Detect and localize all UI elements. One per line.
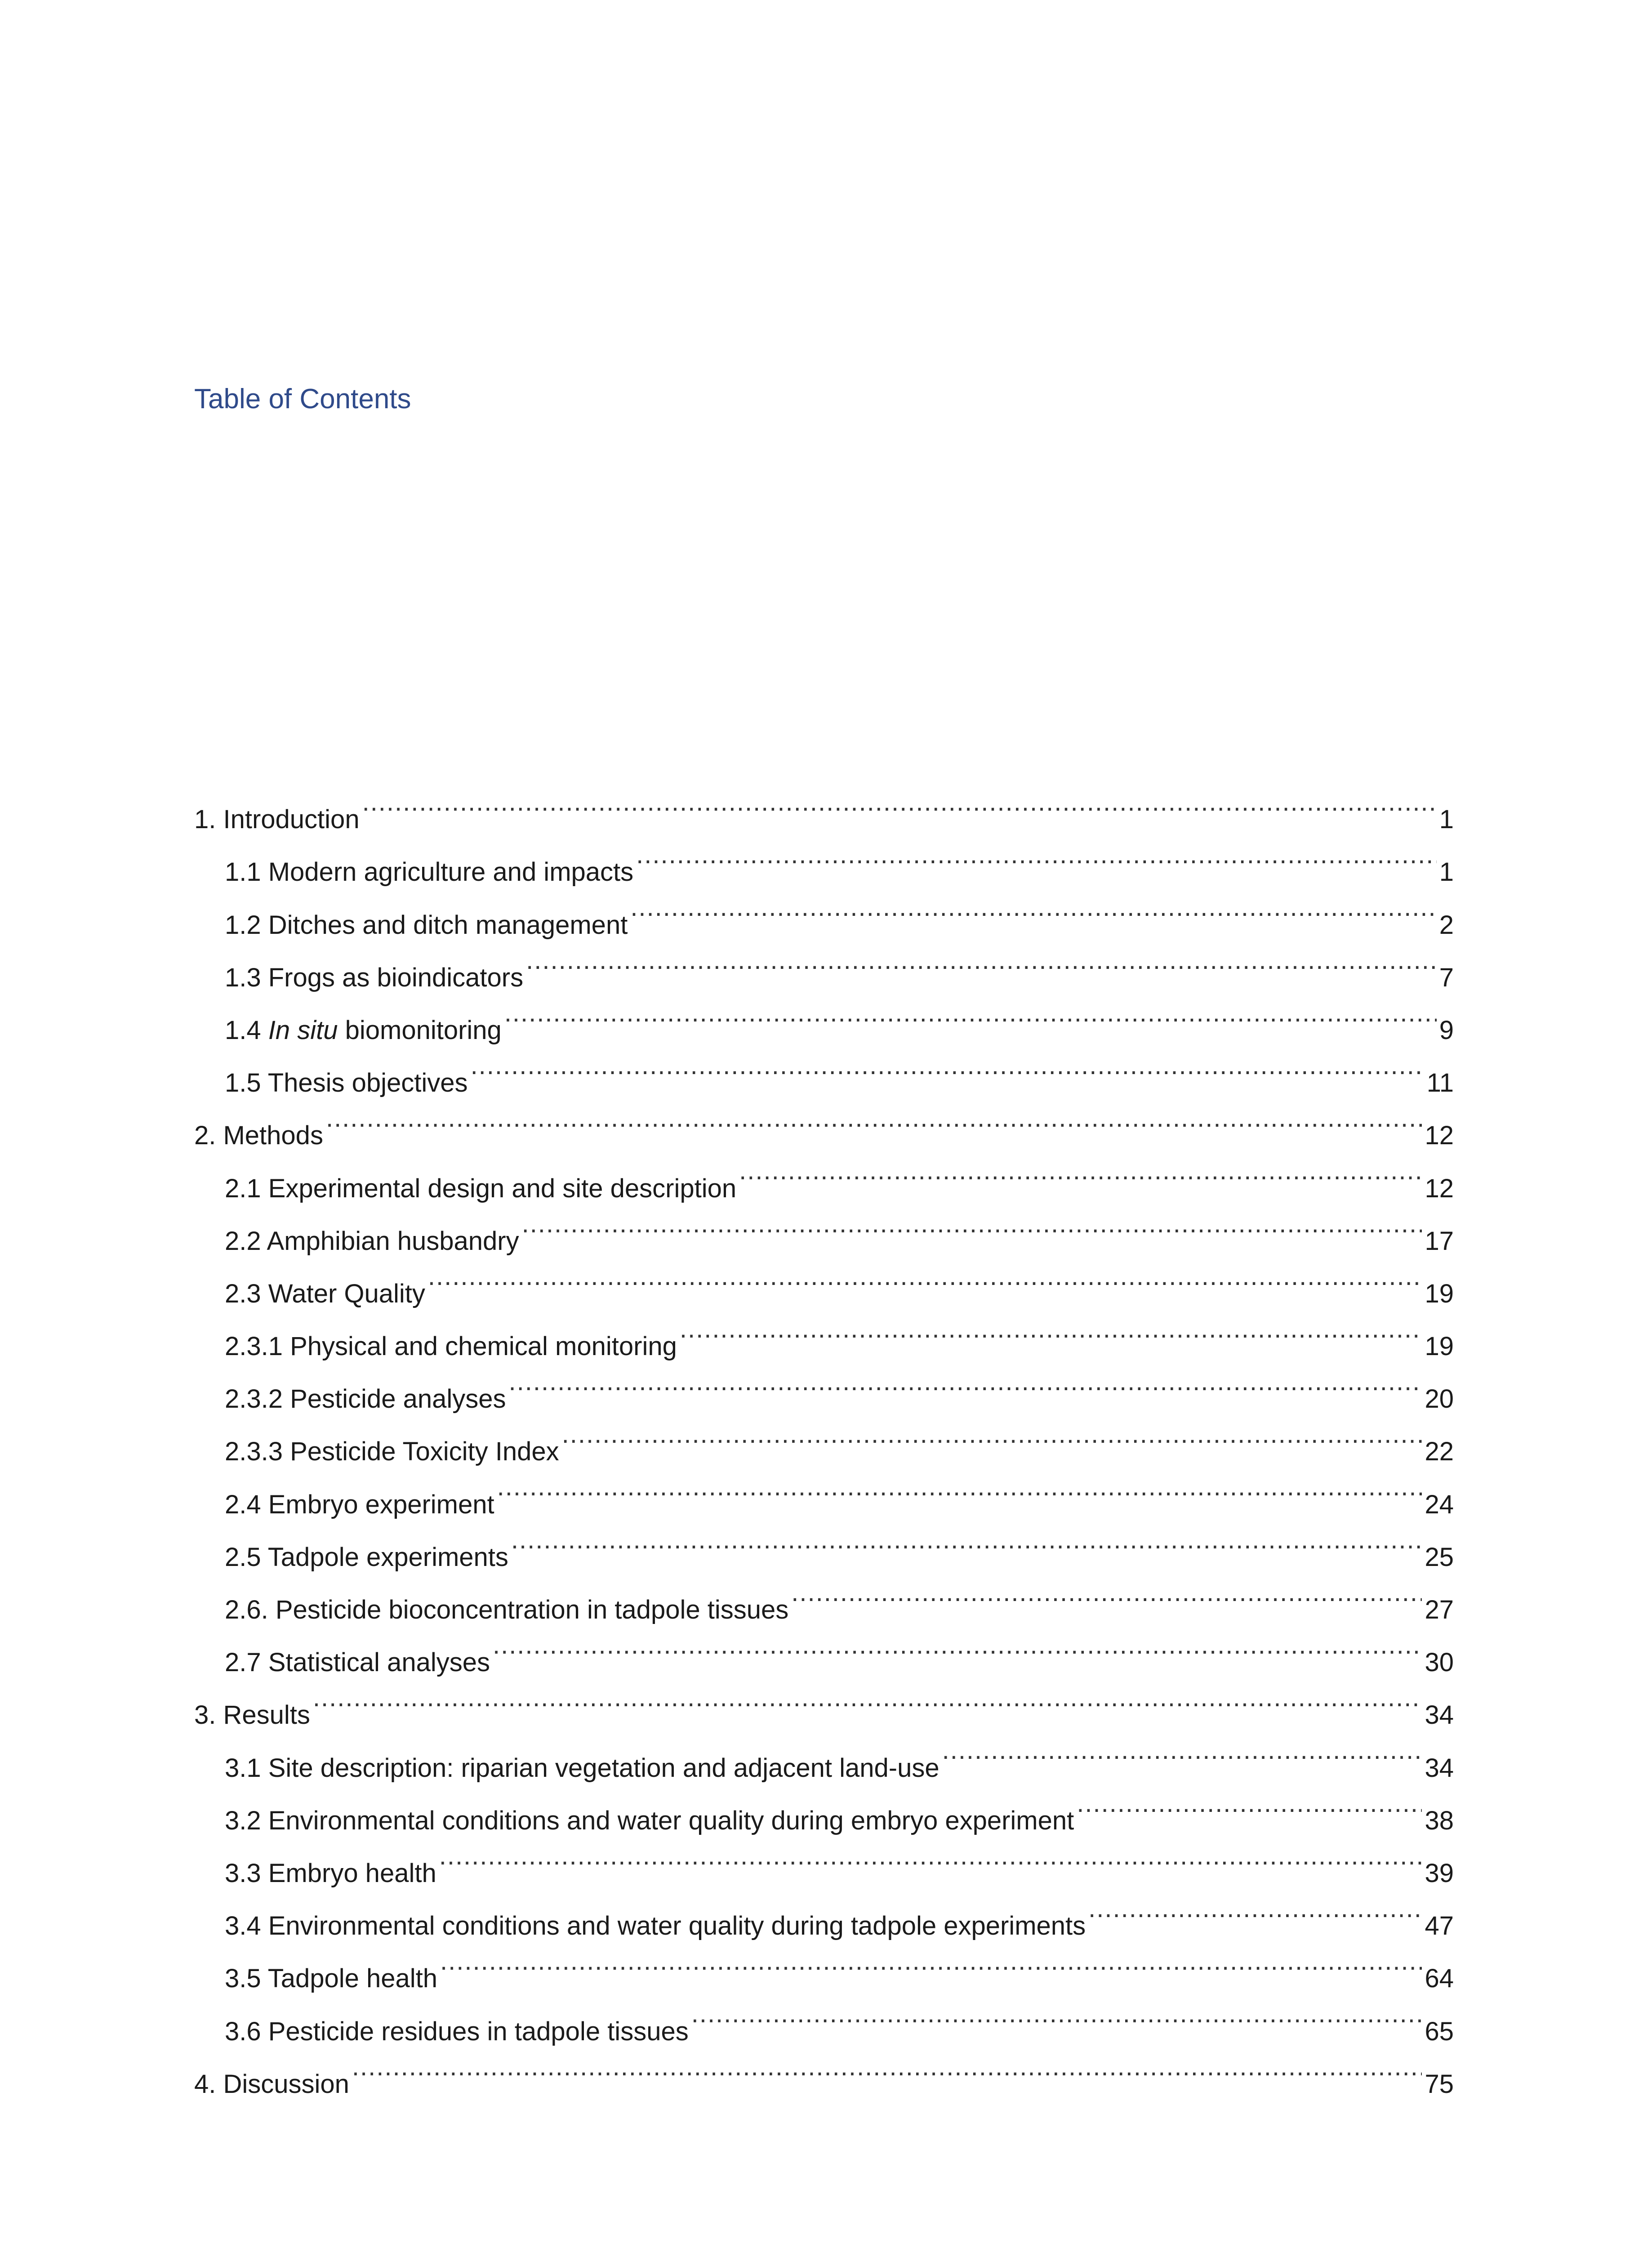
toc-dot-leader bbox=[497, 1460, 1422, 1513]
toc-entry[interactable] bbox=[194, 1092, 1454, 1151]
toc-dot-leader bbox=[439, 1829, 1422, 1882]
toc-dot-leader bbox=[326, 1092, 1422, 1144]
toc-entry-title-text: 3. Results bbox=[194, 1700, 310, 1730]
toc-dot-leader bbox=[630, 881, 1436, 933]
toc-page-number: 19 bbox=[1425, 1332, 1454, 1361]
toc-heading: Table of Contents bbox=[194, 383, 411, 415]
toc-entry-title-text: 3.3 Embryo health bbox=[225, 1858, 436, 1888]
toc-entry-title-italic: In situ bbox=[268, 1015, 338, 1045]
toc-dot-leader bbox=[522, 1197, 1422, 1250]
toc-page-number: 1 bbox=[1439, 857, 1454, 887]
toc-entry-title-text: 2.3.2 Pesticide analyses bbox=[225, 1384, 506, 1414]
toc-dot-leader bbox=[440, 1935, 1422, 1987]
toc-page-number: 12 bbox=[1425, 1173, 1454, 1203]
toc-page-number: 38 bbox=[1425, 1806, 1454, 1835]
toc-entry-title bbox=[225, 1847, 439, 1900]
toc-entry-title-suffix: biomonitoring bbox=[338, 1015, 502, 1045]
toc-entry-title-text: 2.6. Pesticide bioconcentration in tadpole tissues bbox=[225, 1595, 789, 1624]
toc-page-number: 64 bbox=[1425, 1964, 1454, 1994]
toc-entry-title-text: 1.1 Modern agriculture and impacts bbox=[225, 857, 634, 887]
toc-entry[interactable] bbox=[194, 828, 1454, 887]
toc-dot-leader bbox=[493, 1619, 1422, 1671]
toc-entry-title-text: 2. Methods bbox=[194, 1121, 323, 1151]
toc-page-number: 19 bbox=[1425, 1279, 1454, 1308]
toc-dot-leader bbox=[362, 776, 1437, 828]
toc-entry-title bbox=[225, 1004, 504, 1057]
toc-entry-title-text: 4. Discussion bbox=[194, 2069, 349, 2099]
toc-entry[interactable] bbox=[194, 2040, 1454, 2099]
toc-entry-title-text: 3.4 Environmental conditions and water quality during tadpole experiments bbox=[225, 1911, 1086, 1941]
toc-entry[interactable] bbox=[194, 1724, 1454, 1783]
toc-entry-title-text: 2.1 Experimental design and site description bbox=[225, 1173, 737, 1203]
toc-dot-leader bbox=[471, 1039, 1424, 1092]
toc-entry-title bbox=[194, 1689, 313, 1741]
toc-page-number: 47 bbox=[1425, 1911, 1454, 1941]
toc-entry-title bbox=[225, 1742, 942, 1794]
toc-dot-leader bbox=[526, 934, 1437, 986]
toc-entry-title-text: 2.5 Tadpole experiments bbox=[225, 1542, 508, 1572]
toc-dot-leader bbox=[680, 1302, 1422, 1355]
toc-page-number: 30 bbox=[1425, 1648, 1454, 1677]
toc-page-number: 65 bbox=[1425, 2016, 1454, 2046]
toc-page-number: 2 bbox=[1439, 910, 1454, 940]
toc-dot-leader bbox=[739, 1144, 1422, 1197]
toc-dot-leader bbox=[942, 1724, 1422, 1776]
toc-page-number: 24 bbox=[1425, 1490, 1454, 1519]
toc-dot-leader bbox=[562, 1408, 1422, 1460]
toc-page-number: 75 bbox=[1425, 2069, 1454, 2099]
toc-entry-title-text: 3.2 Environmental conditions and water quality during embryo experiment bbox=[225, 1806, 1074, 1835]
toc-entry-title-text: 1. Introduction bbox=[194, 805, 360, 834]
toc-page-number: 12 bbox=[1425, 1121, 1454, 1151]
toc-entry-title bbox=[225, 1531, 511, 1583]
toc-entry-title bbox=[225, 1952, 440, 2005]
toc-entry-title-text: 3.5 Tadpole health bbox=[225, 1964, 438, 1994]
toc-entry[interactable] bbox=[194, 1144, 1454, 1203]
toc-page-number: 34 bbox=[1425, 1753, 1454, 1783]
toc-entry-title-text: 1.3 Frogs as bioindicators bbox=[225, 963, 524, 992]
toc-entry-title-text: 2.3.3 Pesticide Toxicity Index bbox=[225, 1437, 559, 1467]
toc-page-number: 22 bbox=[1425, 1437, 1454, 1467]
toc-dot-leader bbox=[511, 1513, 1422, 1566]
toc-page-number: 27 bbox=[1425, 1595, 1454, 1624]
toc-page-number: 17 bbox=[1425, 1226, 1454, 1256]
toc-entry-title-text: 1.5 Thesis objectives bbox=[225, 1068, 468, 1098]
toc-dot-leader bbox=[504, 986, 1437, 1039]
toc-entry[interactable] bbox=[194, 1671, 1454, 1730]
toc-entry-title bbox=[225, 846, 636, 898]
toc-dot-leader bbox=[352, 2040, 1422, 2093]
toc-page-number: 39 bbox=[1425, 1858, 1454, 1888]
toc-entry-title bbox=[194, 2058, 352, 2110]
toc-dot-leader bbox=[1088, 1882, 1422, 1935]
toc-page-number: 9 bbox=[1439, 1015, 1454, 1045]
toc-entry-title-text: 2.4 Embryo experiment bbox=[225, 1490, 494, 1519]
toc-entry-title bbox=[194, 1109, 326, 1162]
toc-page-number: 20 bbox=[1425, 1384, 1454, 1414]
toc-entry-title-text: 2.3.1 Physical and chemical monitoring bbox=[225, 1332, 677, 1361]
toc-page-number: 25 bbox=[1425, 1542, 1454, 1572]
toc-entry-title bbox=[225, 951, 526, 1004]
toc-entry-title-text: 1.4 bbox=[225, 1015, 268, 1045]
toc-list bbox=[194, 776, 1454, 2099]
toc-dot-leader bbox=[691, 1987, 1422, 2040]
toc-entry-title bbox=[194, 793, 362, 846]
toc-dot-leader bbox=[636, 828, 1437, 881]
toc-page-number: 34 bbox=[1425, 1700, 1454, 1730]
toc-dot-leader bbox=[791, 1566, 1422, 1619]
toc-page-number: 1 bbox=[1439, 805, 1454, 834]
toc-entry-title bbox=[225, 1478, 497, 1531]
toc-entry-title-text: 3.6 Pesticide residues in tadpole tissues bbox=[225, 2016, 689, 2046]
toc-entry-title-text: 2.3 Water Quality bbox=[225, 1279, 425, 1308]
toc-entry[interactable] bbox=[194, 776, 1454, 834]
toc-entry-title-text: 3.1 Site description: riparian vegetation and adjacent land-use bbox=[225, 1753, 940, 1783]
toc-entry-title-text: 2.7 Statistical analyses bbox=[225, 1648, 490, 1677]
toc-entry-title-text: 2.2 Amphibian husbandry bbox=[225, 1226, 519, 1256]
toc-dot-leader bbox=[1077, 1777, 1422, 1829]
toc-entry-title-text: 1.2 Ditches and ditch management bbox=[225, 910, 628, 940]
toc-entry-title bbox=[225, 1267, 428, 1320]
toc-page-number: 7 bbox=[1439, 963, 1454, 992]
toc-entry-title bbox=[225, 1373, 508, 1425]
toc-dot-leader bbox=[428, 1250, 1422, 1302]
toc-dot-leader bbox=[313, 1671, 1422, 1724]
toc-page-number: 11 bbox=[1426, 1068, 1454, 1098]
toc-dot-leader bbox=[508, 1355, 1422, 1408]
